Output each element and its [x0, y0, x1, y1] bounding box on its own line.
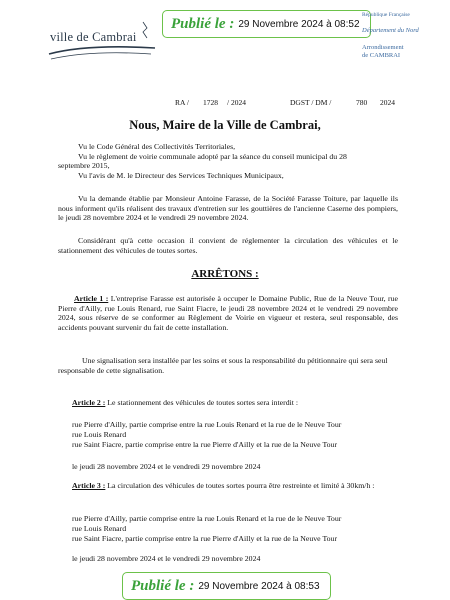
published-stamp-bottom: [122, 572, 331, 600]
article-2-dates: le jeudi 28 novembre 2024 et le vendredi 29 novembre 2024: [72, 462, 261, 471]
stamp-date: 29 Novembre 2024 à 08:52: [238, 18, 360, 30]
stamp-label: Publié le :: [171, 15, 235, 32]
arrondissement-line1: Arrondissement: [362, 44, 404, 51]
demande-paragraph: Vu la demande établie par Monsieur Antoine Farasse, de la Société Farasse Toiture, par laquelle ils nous informent qu'ils réalisent des travaux d'entretien sur les gouttières de l'ancienne Caserne des pompiers, le jeudi 28 novembre 2024 et le vendredi 29 novembre 2024.: [58, 194, 398, 223]
ra-year: / 2024: [227, 98, 246, 107]
article-2-paragraph: [72, 398, 402, 408]
ra-number: 1728: [203, 98, 218, 107]
article-2-street-2: rue Louis Renard: [72, 430, 127, 439]
article-1-label: Article 1 :: [74, 294, 109, 303]
article-2-label: Article 2 :: [72, 398, 106, 407]
vu-block: [58, 142, 383, 180]
article-3-dates: le jeudi 28 novembre 2024 et le vendredi 29 novembre 2024: [72, 554, 261, 563]
arrondissement-line2: de CAMBRAI: [362, 52, 401, 59]
republique-label: République Française: [362, 12, 410, 18]
article-2-text: Le stationnement des véhicules de toutes sortes sera interdit :: [105, 398, 299, 407]
article-1-text: L'entreprise Farasse est autorisée à occuper le Domaine Public, Rue de la Neuve Tour, rue Pierre d'Ailly, rue Louis Renard, rue Saint Fiacre, le jeudi 28 novembre 2024 et le vendredi 29 novembre 2024, sous réserve de se conformer au Règlement de Voirie en vigueur et restera, seul responsable, des accidents pouvant survenir du fait de cette installation.: [58, 294, 398, 332]
vu-line-3: Vu l'avis de M. le Directeur des Services Techniques Municipaux,: [78, 170, 284, 180]
article-2-street-1: rue Pierre d'Ailly, partie comprise entre la rue Louis Renard et la rue de le Neuve Tour: [72, 420, 342, 429]
dgst-year: 2024: [380, 98, 395, 107]
considerant-paragraph: Considérant qu'à cette occasion il convient de réglementer la circulation des véhicules et le stationnement des véhicules de toutes sortes.: [58, 236, 398, 255]
article-3-street-3: rue Saint Fiacre, partie comprise entre la rue Pierre d'Ailly et la rue de la Neuve Tour: [72, 534, 338, 543]
article-1-paragraph: [58, 294, 398, 332]
article-3-label: Article 3 :: [72, 481, 106, 490]
published-stamp-top: [162, 10, 371, 38]
signalisation-paragraph: Une signalisation sera installée par les soins et sous la responsabilité du pétitionnaire qui sera seul responsable de cette signalisation.: [58, 356, 388, 375]
cambrai-logo: [47, 14, 167, 70]
dgst-label: DGST / DM /: [290, 98, 332, 107]
article-3-street-2: rue Louis Renard: [72, 524, 127, 533]
stamp-date: 29 Novembre 2024 à 08:53: [198, 580, 320, 592]
arretons-heading: ARRÊTONS :: [191, 268, 259, 280]
decree-title: Nous, Maire de la Ville de Cambrai,: [129, 118, 321, 132]
dgst-number: 780: [356, 98, 368, 107]
vu-line-1: Vu le Code Général des Collectivités Territoriales,: [78, 142, 236, 151]
vu-line-2: Vu le règlement de voirie communale adopté par la séance du conseil municipal du 28: [78, 151, 347, 161]
article-3-paragraph: [58, 481, 398, 491]
article-3-text: La circulation des véhicules de toutes sortes pourra être restreinte et limité à 30km/h :: [105, 481, 375, 490]
arrondissement-label: [362, 44, 442, 60]
stamp-label: Publié le :: [131, 577, 195, 594]
logo-text: ville de Cambrai: [50, 30, 137, 44]
ra-label: RA /: [175, 98, 189, 107]
article-3-street-1: rue Pierre d'Ailly, partie comprise entre la rue Louis Renard et la rue de le Neuve Tour: [72, 514, 342, 523]
article-2-street-3: rue Saint Fiacre, partie comprise entre la rue Pierre d'Ailly et la rue de la Neuve Tour: [72, 440, 338, 449]
vu-line-2b: septembre 2015,: [58, 161, 110, 171]
departement-label: Département du Nord: [362, 27, 419, 34]
